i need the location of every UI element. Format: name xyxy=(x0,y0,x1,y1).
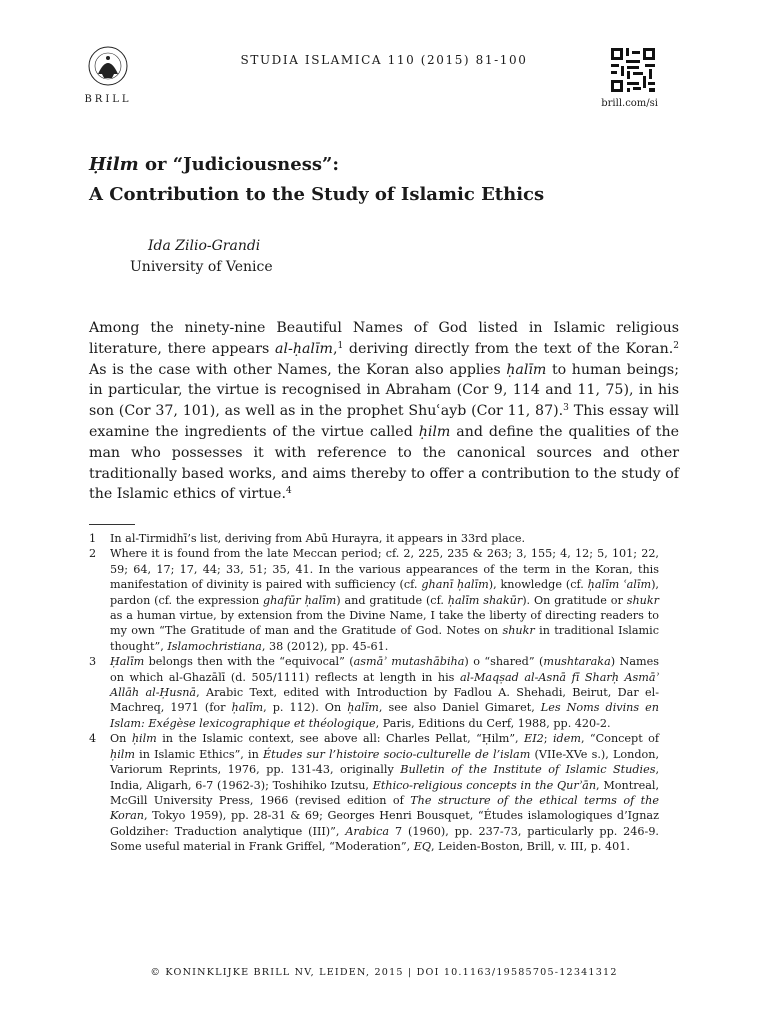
footnote-3 xyxy=(89,654,659,731)
journal-citation: STUDIA ISLAMICA 110 (2015) 81-100 xyxy=(240,53,528,67)
body-text-run: This essay will examine the ingredients of the virtue called xyxy=(89,403,680,440)
footnote-italic: idem xyxy=(552,732,581,746)
footnote-italic: ḥilm xyxy=(131,732,157,746)
footnotes xyxy=(89,531,659,855)
footnote-text: , p. 112). On xyxy=(263,701,348,715)
footnote-italic: Les Noms divins en Islam: Exégèse lexicographique et théologique xyxy=(110,701,660,730)
author-affiliation: University of Venice xyxy=(130,259,273,275)
footnote-italic: ḥalīm xyxy=(231,701,264,715)
title-line2: A Contribution to the Study of Islamic Ethics xyxy=(89,184,545,205)
footnote-1 xyxy=(89,531,659,546)
body-text-run: As is the case with other Names, the Koran also applies xyxy=(89,361,507,378)
brill-wordmark: BRILL xyxy=(84,94,132,105)
footnote-text: , Montreal, McGill University Press, 1966 (revised edition of xyxy=(110,778,659,807)
footnote-text: , Tokyo 1959), pp. 28-31 & 69; Georges Henri Bousquet, “Études islamologiques d’Ignaz Goldziher: Traduction analytique (III)”, xyxy=(110,809,659,838)
footnote-italic: Études sur l’histoire socio-culturelle de l’islam xyxy=(262,747,531,761)
footnote-text: On xyxy=(110,732,132,746)
footnote-4 xyxy=(89,731,659,854)
footnote-italic: ghafūr ḥalīm xyxy=(263,593,337,607)
footnote-text: in traditional Islamic thought”, xyxy=(110,624,660,653)
footnote-text: ) and gratitude (cf. xyxy=(336,593,448,607)
body-text-run: , xyxy=(332,340,338,357)
footnote-text: belongs then with the “equivocal” ( xyxy=(144,655,354,669)
body-italic-term: ḥilm xyxy=(418,423,451,440)
footnote-text: ) Names on which al-Ghazālī (d. 505/1111) reflects at length in his xyxy=(110,655,659,684)
footnote-text: Where it is found from the late Meccan period; cf. 2, 225, 235 & 263; 3, 155; 4, 12; 5, 101; 22, 59; 64, 17; 17, 44; 33, 51; 35, 41. In the various appearances of the term in the Koran, this manifestation of divinity is paired with sufficiency (cf. xyxy=(110,547,659,592)
body-text-run: deriving directly from the text of the Koran. xyxy=(343,340,674,357)
footnote-italic: ghanī ḥalīm xyxy=(421,578,489,592)
footnote-ref: 3 xyxy=(563,403,569,414)
footnote-text: ; xyxy=(543,732,553,746)
copyright-footer: © KONINKLIJKE BRILL NV, LEIDEN, 2015 | DOI 10.1163/19585705-12341312 xyxy=(150,967,618,978)
footnote-number: 2 xyxy=(89,547,97,561)
footnote-italic: al-Maqṣad al-Asnā fī Sharḥ Asmāʾ Allāh al-Ḥusnā xyxy=(110,670,659,700)
footnote-text: ). On gratitude or xyxy=(522,593,627,607)
footnote-italic: shukr xyxy=(502,624,535,638)
footnote-text: , “Concept of xyxy=(580,732,659,746)
footnote-italic: ḥalīm shakūr xyxy=(447,593,523,607)
journal-logo-icon xyxy=(609,46,657,98)
footnote-text: 7 (1960), pp. 237-73, particularly pp. 246-9. Some useful material in Frank Griffel, “Moderation”, xyxy=(110,824,659,854)
body-paragraph xyxy=(89,318,679,505)
footnote-number: 3 xyxy=(89,655,97,669)
footnote-text: in the Islamic context, see above all: Charles Pellat, “Ḥilm”, xyxy=(156,732,525,746)
footnote-italic: asmāʾ mutashābiha xyxy=(353,655,465,669)
footnote-italic: EI2 xyxy=(524,732,544,746)
body-text-run: and define the qualities of the man who possesses it with reference to the canonical sources and other traditionally based works, and aims thereby to offer a contribution to the study of the Islamic ethics of virtue. xyxy=(89,423,679,503)
footnote-italic: Arabica xyxy=(345,824,390,838)
body-text-run: Among the ninety-nine Beautiful Names of God listed in Islamic religious literature, there appears xyxy=(89,320,679,357)
footnote-text: (VIIe-XVe s.), London, Variorum Reprints, 1976, pp. 131-43, originally xyxy=(110,747,660,777)
footnote-number: 4 xyxy=(89,732,97,746)
footnote-ref: 4 xyxy=(285,486,292,497)
author-name: Ida Zilio-Grandi xyxy=(148,238,261,254)
footnote-italic: ḥilm xyxy=(110,747,135,761)
footnote-number: 1 xyxy=(89,532,97,545)
footnote-text: In al-Tirmidhī’s list, deriving from Abū Hurayra, it appears in 33rd place. xyxy=(110,532,526,545)
publisher-url: brill.com/si xyxy=(601,98,658,109)
footnote-text: , Arabic Text, edited with Introduction by Fadlou A. Shehadi, Beirut, Dar el-Machreq, 1971 (for xyxy=(110,686,659,715)
footnote-italic: ḥalīm xyxy=(347,701,379,715)
footnote-text: ) o “shared” ( xyxy=(464,655,544,669)
body-italic-term: al-ḥalīm xyxy=(275,340,333,357)
footnote-italic: shukr xyxy=(626,593,659,607)
footnote-text: , Leiden-Boston, Brill, v. III, p. 401. xyxy=(431,840,630,854)
article-title xyxy=(89,150,689,210)
footnote-text: ), knowledge (cf. xyxy=(488,578,588,592)
body-text-run: to human beings; in particular, the virtue is recognised in Abraham (Cor 9, 114 and 11, 75), in his son (Cor 37, 101), as well as in the prophet Shuʿayb (Cor 11, 87). xyxy=(89,361,679,420)
title-italic-term: Ḥilm xyxy=(89,154,139,175)
footnote-text: , see also Daniel Gimaret, xyxy=(378,701,541,715)
footnote-text: in Islamic Ethics”, in xyxy=(134,747,263,761)
footnote-ref: 2 xyxy=(673,340,679,351)
footnote-italic: ḥalīm ʿalīm xyxy=(587,578,652,592)
footnote-text: , India, Aligarh, 6-7 (1962-3); Toshihiko Izutsu, xyxy=(110,763,659,792)
footnote-italic: Islamochristiana xyxy=(167,639,262,653)
footnote-italic: Ḥalīm xyxy=(110,655,145,669)
footnote-text: ), pardon (cf. the expression xyxy=(110,578,659,607)
footnote-italic: The structure of the ethical terms of the Koran xyxy=(110,793,659,823)
title-line1-rest: or “Judiciousness”: xyxy=(138,154,339,175)
footnote-italic: mushtaraka xyxy=(543,655,611,669)
footnote-text: , 38 (2012), pp. 45-61. xyxy=(261,639,389,653)
footnote-italic: Ethico-religious concepts in the Qurʾān xyxy=(372,778,597,792)
footnote-ref: 1 xyxy=(337,340,344,351)
footnote-divider xyxy=(89,524,135,525)
footnote-italic: Bulletin of the Institute of Islamic Studies xyxy=(400,763,656,777)
footnote-2 xyxy=(89,546,659,654)
body-italic-term: ḥalīm xyxy=(506,361,547,378)
brill-seal-icon xyxy=(86,44,130,92)
footnote-text: as a human virtue, by extension from the Divine Name, I take the liberty of directing readers to my own “The Gratitude of man and the Gratitude of God. Notes on xyxy=(110,609,659,638)
footnote-italic: EQ xyxy=(413,840,432,854)
footnote-text: , Paris, Editions du Cerf, 1988, pp. 420-2. xyxy=(375,716,611,730)
